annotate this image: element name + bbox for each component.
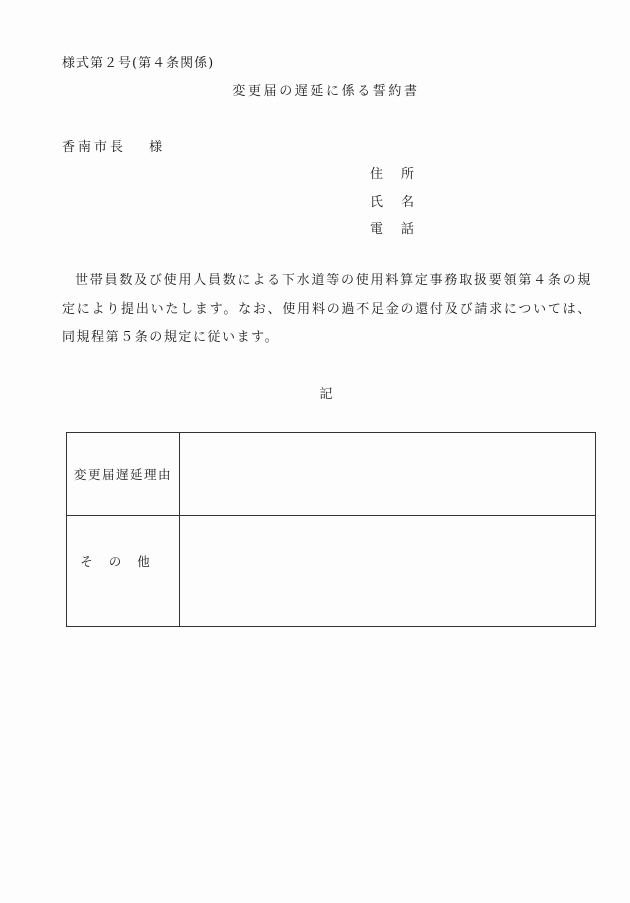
- addressee: 香南市長 様: [62, 140, 166, 155]
- name-label-char-1: 氏: [370, 195, 384, 210]
- name-label-char-2: 名: [400, 195, 414, 210]
- phone-label: [370, 218, 414, 237]
- document-title: 変更届の遅延に係る誓約書: [232, 84, 420, 99]
- address-label-char-2: 所: [400, 167, 414, 182]
- other-label: その他: [67, 516, 180, 627]
- phone-label-char-2: 話: [400, 222, 414, 237]
- address-label: [370, 163, 414, 182]
- delay-reason-label: 変更届遅延理由: [67, 433, 180, 516]
- other-field[interactable]: [180, 516, 596, 627]
- table-row-delay-reason: [67, 433, 596, 516]
- table-row-other: [67, 516, 596, 627]
- phone-label-char-1: 電: [370, 222, 384, 237]
- record-heading: 記: [319, 387, 333, 402]
- details-table: [66, 432, 596, 627]
- delay-reason-field[interactable]: [180, 433, 596, 516]
- pledge-body-text: 世帯員数及び使用人員数による下水道等の使用料算定事務取扱要領第４条の規定により提出いたします。なお、使用料の過不足金の還付及び請求については、同規程第５条の規定に従います。: [62, 273, 592, 345]
- name-label: [370, 191, 414, 210]
- address-label-char-1: 住: [370, 167, 384, 182]
- form-number: 様式第２号(第４条関係): [62, 56, 215, 71]
